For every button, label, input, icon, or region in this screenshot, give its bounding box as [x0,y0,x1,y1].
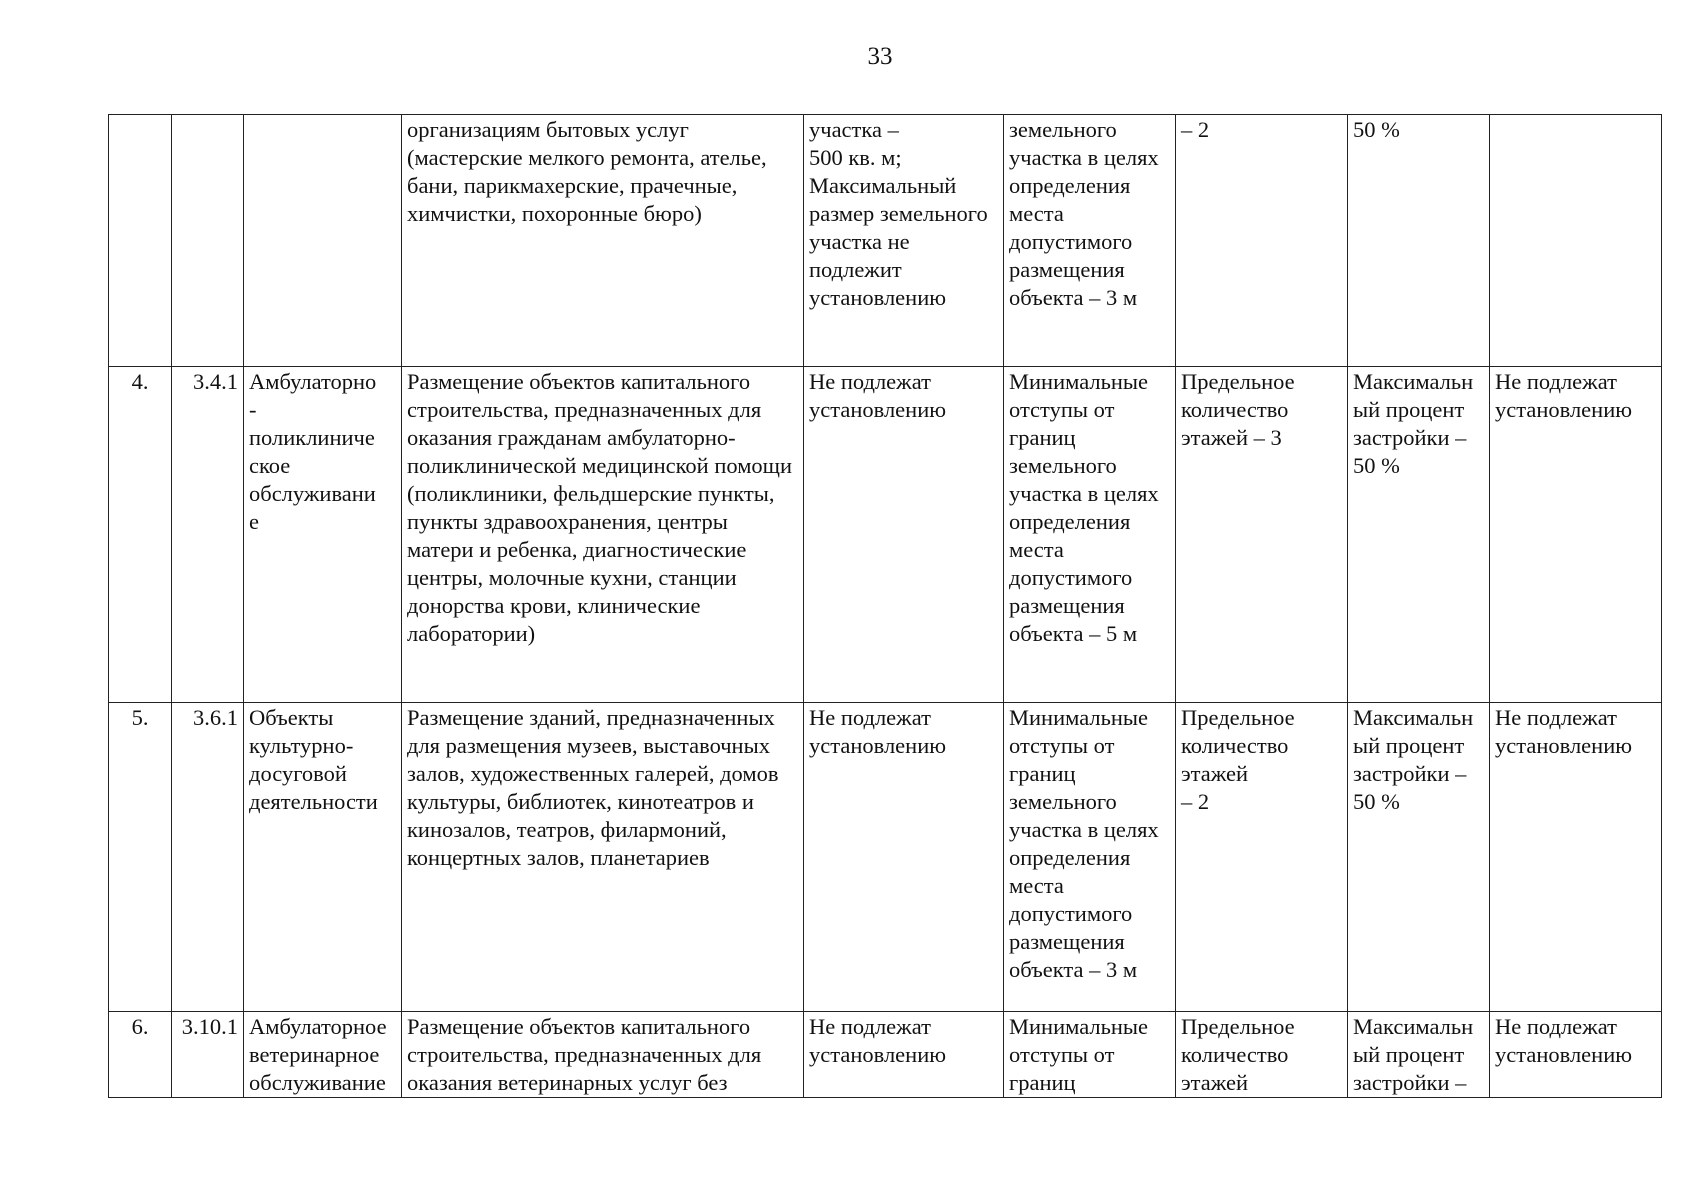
use-name: Объекты культурно-досуговой деятельности [244,703,402,1012]
page-number: 33 [867,43,893,70]
coverage: Максимальн ый процент застройки – [1348,1012,1490,1098]
table-row [109,703,1662,1012]
other-parameters: Не подлежат установлению [1490,703,1662,1012]
use-code: 3.10.1 [172,1012,244,1098]
setbacks: Минимальные отступы от границ [1004,1012,1176,1098]
row-number: 5. [109,703,172,1012]
zoning-regulations-table [108,114,1662,1098]
use-name [244,115,402,367]
other-parameters: Не подлежат установлению [1490,1012,1662,1098]
floors: Предельное количество этажей – 2 [1176,703,1348,1012]
plot-size: Не подлежат установлению [804,703,1004,1012]
use-description: Размещение объектов капитального строительства, предназначенных для оказания гражданам амбулаторно-поликлинической медицинской помощи (поликлиники, фельдшерские пункты, пункты здравоохранения, центры матери и ребенка, диагностические центры, молочные кухни, станции донорства крови, клинические лаборатории) [402,367,804,703]
setbacks: земельного участка в целях определения места допустимого размещения объекта – 3 м [1004,115,1176,367]
use-description: Размещение зданий, предназначенных для размещения музеев, выставочных залов, художественных галерей, домов культуры, библиотек, кинотеатров и кинозалов, театров, филармоний, концертных залов, планетариев [402,703,804,1012]
row-number [109,115,172,367]
setbacks: Минимальные отступы от границ земельного участка в целях определения места допустимого размещения объекта – 5 м [1004,367,1176,703]
other-parameters: Не подлежат установлению [1490,367,1662,703]
plot-size: Не подлежат установлению [804,1012,1004,1098]
use-code: 3.6.1 [172,703,244,1012]
coverage: Максимальн ый процент застройки – 50 % [1348,703,1490,1012]
use-code [172,115,244,367]
floors: Предельное количество этажей – 3 [1176,367,1348,703]
row-number: 4. [109,367,172,703]
plot-size: Не подлежат установлению [804,367,1004,703]
row-number: 6. [109,1012,172,1098]
setbacks: Минимальные отступы от границ земельного участка в целях определения места допустимого размещения объекта – 3 м [1004,703,1176,1012]
use-name: Амбулаторно - поликлиниче ское обслуживани е [244,367,402,703]
use-name: Амбулаторное ветеринарное обслуживание [244,1012,402,1098]
floors: Предельное количество этажей [1176,1012,1348,1098]
table-row [109,115,1662,367]
other-parameters [1490,115,1662,367]
floors: – 2 [1176,115,1348,367]
coverage: 50 % [1348,115,1490,367]
plot-size: участка – 500 кв. м; Максимальный размер земельного участка не подлежит установлению [804,115,1004,367]
use-description: Размещение объектов капитального строительства, предназначенных для оказания ветеринарных услуг без [402,1012,804,1098]
use-code: 3.4.1 [172,367,244,703]
use-description: организациям бытовых услуг (мастерские мелкого ремонта, ателье, бани, парикмахерские, прачечные, химчистки, похоронные бюро) [402,115,804,367]
table-row [109,367,1662,703]
coverage: Максимальн ый процент застройки – 50 % [1348,367,1490,703]
table-row [109,1012,1662,1098]
